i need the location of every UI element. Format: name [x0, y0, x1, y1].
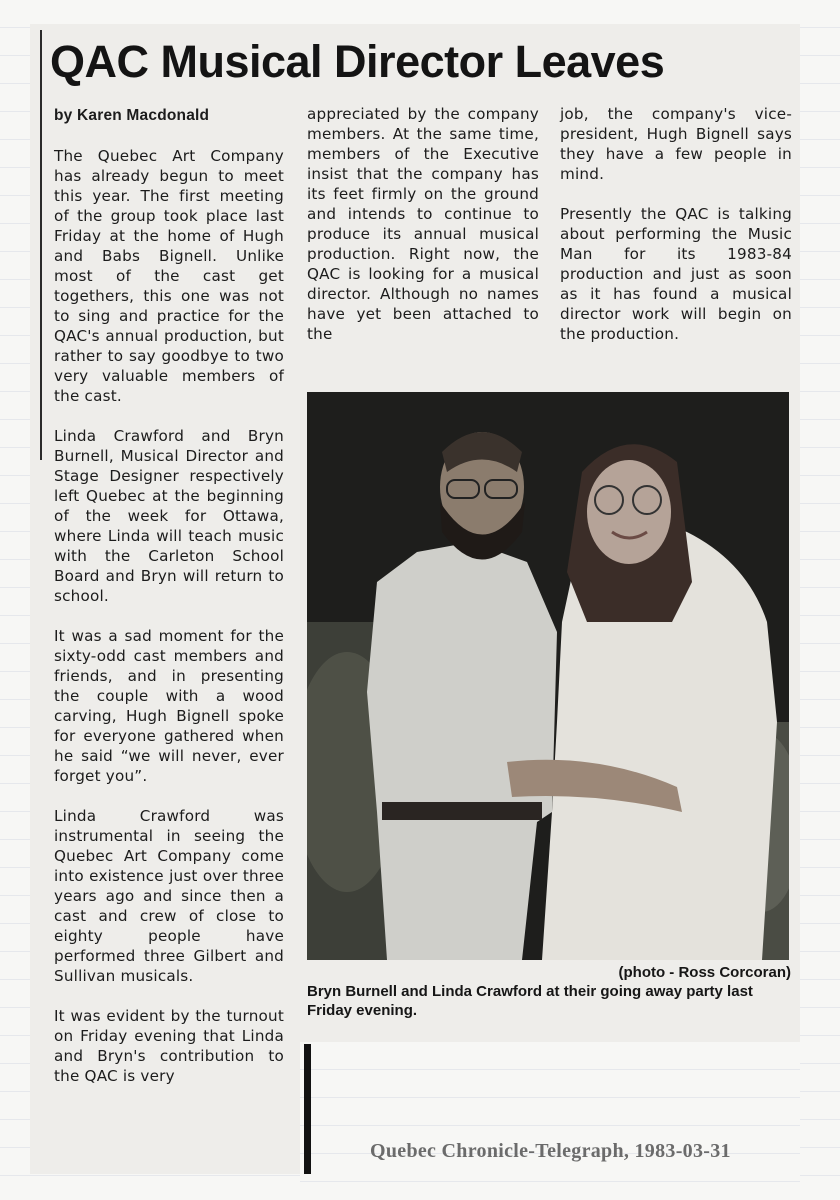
- column-rule: [40, 30, 42, 460]
- column-divider-bar: [304, 1044, 311, 1174]
- byline: by Karen Macdonald: [54, 107, 210, 124]
- column-1: [54, 106, 284, 1106]
- paragraph: The Quebec Art Company has already begun to meet this year. The first meeting of the group took place last Friday at the home of Hugh and Babs Bignell. Unlike most of the cast get togethers, this one was not to sing and practice for the QAC's annual production, but rather to say goodbye to two very valuable members of the cast.: [54, 147, 284, 405]
- photo-illustration: [307, 392, 789, 960]
- headline: QAC Musical Director Leaves: [50, 36, 665, 87]
- source-citation: Quebec Chronicle-Telegraph, 1983-03-31: [370, 1140, 731, 1162]
- paragraph: Linda Crawford was instrumental in seeing the Quebec Art Company come into existence just over three years ago and since then a cast and crew of close to eighty people have performed three Gilbert and Sullivan musicals.: [54, 807, 284, 985]
- caption-text: Bryn Burnell and Linda Crawford at their going away party last Friday evening.: [307, 983, 753, 1019]
- column-2: [307, 104, 539, 364]
- column-3: [560, 104, 792, 364]
- paragraph: Presently the QAC is talking about performing the Music Man for its 1983-84 production and just as soon as it has found a musical director work will begin on the production.: [560, 205, 792, 343]
- photo-credit: (photo - Ross Corcoran): [618, 964, 791, 981]
- paragraph: It was evident by the turnout on Friday evening that Linda and Bryn's contribution to the QAC is very: [54, 1007, 284, 1085]
- paragraph: job, the company's vice-president, Hugh Bignell says they have a few people in mind.: [560, 105, 792, 183]
- paragraph: It was a sad moment for the sixty-odd cast members and friends, and in presenting the couple with a wood carving, Hugh Bignell spoke for everyone gathered when he said “we will never, ever forget you”.: [54, 627, 284, 785]
- paragraph: appreciated by the company members. At the same time, members of the Executive insist that the company has its feet firmly on the ground and intends to continue to produce its annual musical production. Right now, the QAC is looking for a musical director. Although no names have yet been attached to the: [307, 105, 539, 343]
- photo-caption: [307, 963, 791, 1020]
- article-photo: [307, 392, 789, 960]
- paragraph: Linda Crawford and Bryn Burnell, Musical Director and Stage Designer respectively left Quebec at the beginning of the week for Ottawa, where Linda will teach music with the Carleton School Board and Bryn will return to school.: [54, 427, 284, 605]
